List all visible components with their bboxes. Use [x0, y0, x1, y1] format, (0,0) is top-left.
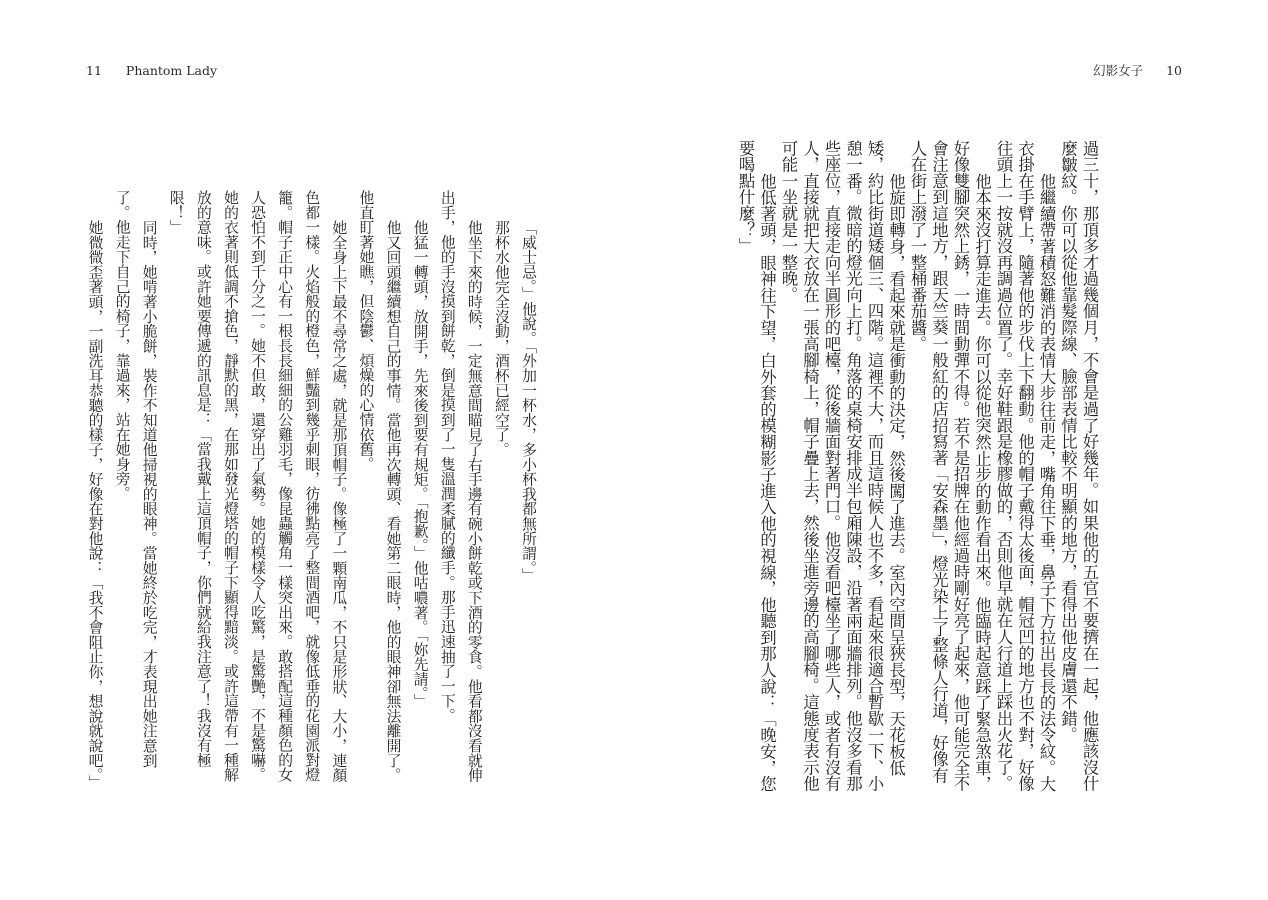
text-column: 色都一樣。火焰般的橙色，鮮豔到幾乎刺眼，彷彿點亮了整間酒吧，就像低垂的花園派對燈 [303, 190, 321, 782]
running-head: 幻影女子 [1093, 63, 1144, 78]
text-column: 衣掛在手臂上，隨著他的步伐上下翻動。他的帽子戴得太後面，帽冠凹的地方也不對，好像 [1015, 140, 1035, 792]
text-column: 麼皺紋。你可以從他靠髮際線、臉部表情比較不明顯的地方，看得出他皮膚還不錯。 [1058, 140, 1078, 743]
text-column: 他旋即轉身，看起來就是衝動的決定，然後闖了進去。室內空間呈狹長型，天花板低 [886, 172, 906, 776]
running-head: Phantom Lady [125, 63, 218, 78]
text-column: 人在街上潑了一整桶番茄醬。 [908, 140, 927, 352]
text-column: 他直盯著她瞧，但陰鬱、煩燥的心情依舊。 [357, 190, 375, 472]
text-column: 了。他走下自己的椅子，靠過來，站在她身旁。 [113, 190, 131, 501]
text-column: 放的意味。或許她要傳遞的訊息是：「當我戴上這頂帽子，你們就給我注意了！我沒有極 [194, 190, 212, 768]
text-column: 要喝點什麼？」 [736, 140, 755, 255]
text-column: 他繼續帶著積怒難消的表情大步往前走，嘴角往下垂，鼻子下方拉出長長的法令紋。大 [1037, 172, 1056, 792]
text-column: 他低著頭，眼神往下望，白外套的模糊影子進入他的視線，他聽到那人說：「晚安，您 [757, 172, 777, 792]
page-number: 10 [1166, 63, 1182, 78]
text-column: 她全身上下最不尋常之處，就是那頂帽子。像極了一顆南瓜，不只是形狀、大小，連顏 [330, 219, 348, 782]
text-column: 他猛一轉頭，放開手，先來後到要有規矩。「抱歉。」他咕噥著。「妳先請。」 [411, 219, 429, 708]
text-column: 「威士忌。」他說。「外加一杯水，多小杯我都無所謂。」 [520, 219, 537, 583]
text-column: 過三十，那頂多才過幾個月，不會是過了好幾年。如果他的五官不要擠在一起，他應該沒什 [1080, 140, 1099, 792]
text-column: 出手，他的手沒摸到餅乾，倒是摸到了一隻溫潤柔膩的纖手。那手迅速抽了一下。 [438, 190, 456, 723]
text-column: 會注意到這地方，跟天竺葵一般紅的店招寫著「安森墨」，燈光染上了整條人行道，好像有 [929, 140, 949, 784]
text-column: 她微微歪著頭，一副洗耳恭聽的樣子，好像在對他說：「我不會阻止你，想說就說吧。」 [86, 219, 104, 790]
page-number: 11 [86, 63, 102, 78]
text-column: 限！」 [167, 190, 185, 235]
text-column: 憩一番。微暗的燈光向上打。角落的桌椅安排成半包廂陳設，沿著兩面牆排列。他沒多看那 [843, 140, 863, 792]
text-column: 那杯水他完全沒動，酒杯已經空了。 [492, 219, 510, 457]
text-column: 他坐下來的時候，一定無意間瞄見了右手邊有碗小餅乾或下酒的零食。他看都沒看就伸 [465, 219, 483, 782]
left-page-text [80, 190, 542, 802]
text-column: 他本來沒打算走進去。你可以從他突然止步的動作看出來。他臨時起意踩了緊急煞車， [972, 172, 992, 792]
text-column: 往頭上一按就沒再調過位置了。幸好鞋跟是橡膠做的，否則他早就在人行道上踩出火花了。 [994, 140, 1013, 792]
text-column: 同時，她啃著小脆餅，裝作不知道他掃視的眼神。當她終於吃完，才表現出她注意到 [140, 219, 158, 768]
text-column: 可能一坐就是一整晚。 [779, 140, 798, 303]
text-column: 他又回頭繼續想自己的事情。當他再次轉頭、看她第二眼時，他的眼神卻無法離開了。 [384, 219, 402, 782]
text-column: 她的衣著則低調不搶色，靜默的黑，在那如發光燈塔的帽子下顯得黯淡。或許這帶有一種解 [221, 190, 239, 782]
text-column: 人恐怕不到千分之一。她不但敢，還穿出了氣勢。她的模樣令人吃驚，是驚艷，不是驚嚇。 [249, 190, 267, 782]
text-column: 籠。帽子正中心有一根長長細細的公雞羽毛，像昆蟲觸角一樣突出來。敢搭配這種顏色的女 [276, 190, 294, 782]
left-page-header [86, 63, 217, 79]
text-column: 些座位，直接走向半圓形的吧檯，從後牆面對著門口。他沒看吧檯坐了哪些人，或者有沒有 [822, 140, 841, 792]
text-column: 人，直接就把大衣放在一張高腳椅上，帽子疊上去，然後坐進旁邊的高腳椅。這態度表示他 [800, 140, 820, 792]
right-page-text [734, 140, 1100, 800]
text-column: 好像雙腳突然上銹，一時間動彈不得。若不是招牌在他經過時剛好亮了起來，他可能完全不 [951, 140, 970, 792]
text-column: 矮，約比街道矮個三、四階。這裡不大，而且這時候人也不多，看起來很適合暫歇一下、小 [865, 140, 884, 792]
right-page-header [1093, 63, 1182, 79]
